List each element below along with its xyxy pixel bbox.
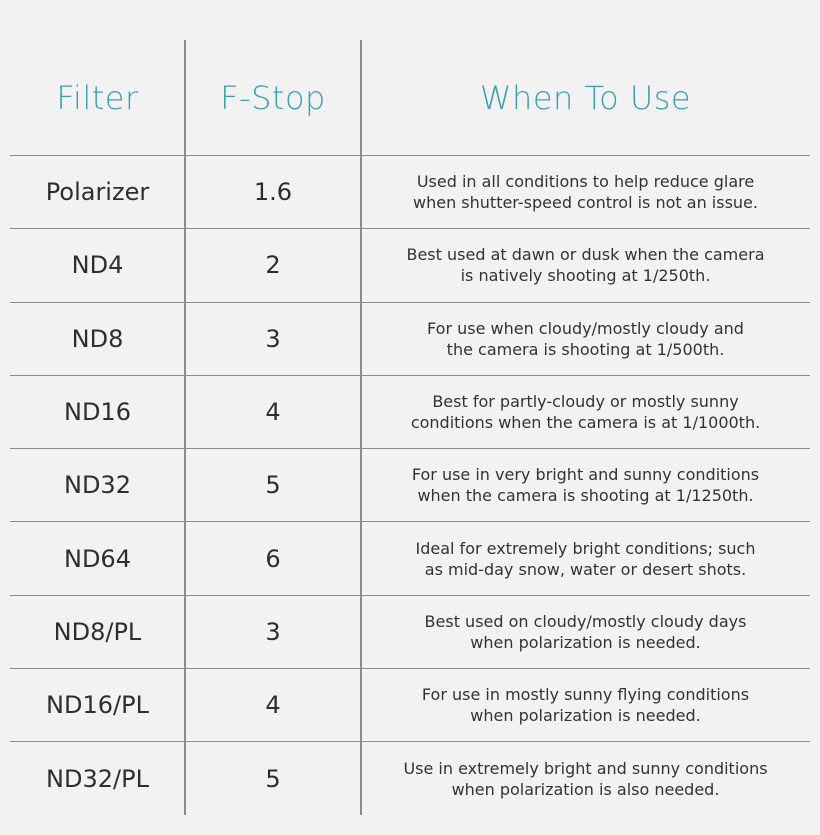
usage-line: when shutter-speed control is not an issue. [413, 193, 758, 213]
table-header [10, 40, 810, 155]
usage-description [361, 596, 810, 668]
usage-line: when the camera is shooting at 1/1250th. [417, 486, 754, 506]
table-row [10, 375, 810, 448]
usage-line: when polarization is needed. [470, 632, 701, 652]
usage-line: For use in very bright and sunny conditions [411, 465, 760, 485]
filter-name: ND16 [64, 398, 131, 427]
usage-description [361, 156, 810, 228]
usage-line: Best used at dawn or dusk when the camera [406, 245, 765, 265]
usage-line: Ideal for extremely bright conditions; such [415, 538, 756, 558]
table-row [10, 595, 810, 668]
usage-description [361, 376, 810, 448]
table-row [10, 155, 810, 228]
usage-line: conditions when the camera is at 1/1000th. [410, 413, 761, 433]
header-when-to-use: When To Use [479, 78, 692, 117]
fstop-value: 5 [265, 764, 281, 793]
usage-description [361, 742, 810, 814]
filter-name: ND16/PL [46, 691, 149, 720]
usage-line: when polarization is needed. [470, 706, 701, 726]
usage-line: when polarization is also needed. [451, 779, 720, 799]
usage-line: the camera is shooting at 1/500th. [446, 339, 725, 359]
fstop-value: 3 [265, 324, 281, 353]
usage-line: Best used on cloudy/mostly cloudy days [424, 611, 747, 631]
table-row [10, 668, 810, 741]
usage-line: For use when cloudy/mostly cloudy and [427, 318, 744, 338]
usage-line: Use in extremely bright and sunny conditions [403, 758, 768, 778]
filter-name: ND4 [71, 251, 124, 280]
fstop-value: 5 [265, 471, 281, 500]
fstop-value: 4 [265, 691, 281, 720]
table-row [10, 521, 810, 594]
fstop-value: 3 [265, 617, 281, 646]
fstop-value: 6 [265, 544, 281, 573]
fstop-value: 1.6 [253, 178, 293, 207]
header-fstop: F-Stop [220, 78, 326, 117]
filter-name: ND32/PL [46, 764, 149, 793]
filter-name: ND64 [64, 544, 131, 573]
filter-name: ND8/PL [53, 617, 142, 646]
table-row [10, 741, 810, 814]
filter-name: ND8 [71, 324, 124, 353]
usage-line: Best for partly-cloudy or mostly sunny [432, 392, 739, 412]
filter-name: ND32 [64, 471, 131, 500]
usage-description [361, 229, 810, 301]
usage-description [361, 449, 810, 521]
header-filter: Filter [56, 78, 139, 117]
table-row [10, 228, 810, 301]
fstop-value: 2 [265, 251, 281, 280]
table-body [10, 155, 810, 815]
fstop-value: 4 [265, 398, 281, 427]
table-row [10, 448, 810, 521]
usage-description [361, 522, 810, 594]
usage-description [361, 669, 810, 741]
table-row [10, 302, 810, 375]
usage-line: as mid-day snow, water or desert shots. [424, 559, 747, 579]
usage-line: For use in mostly sunny flying conditions [421, 685, 750, 705]
usage-line: Used in all conditions to help reduce glare [416, 172, 755, 192]
filter-name: Polarizer [45, 178, 150, 207]
usage-line: is natively shooting at 1/250th. [460, 266, 711, 286]
usage-description [361, 303, 810, 375]
